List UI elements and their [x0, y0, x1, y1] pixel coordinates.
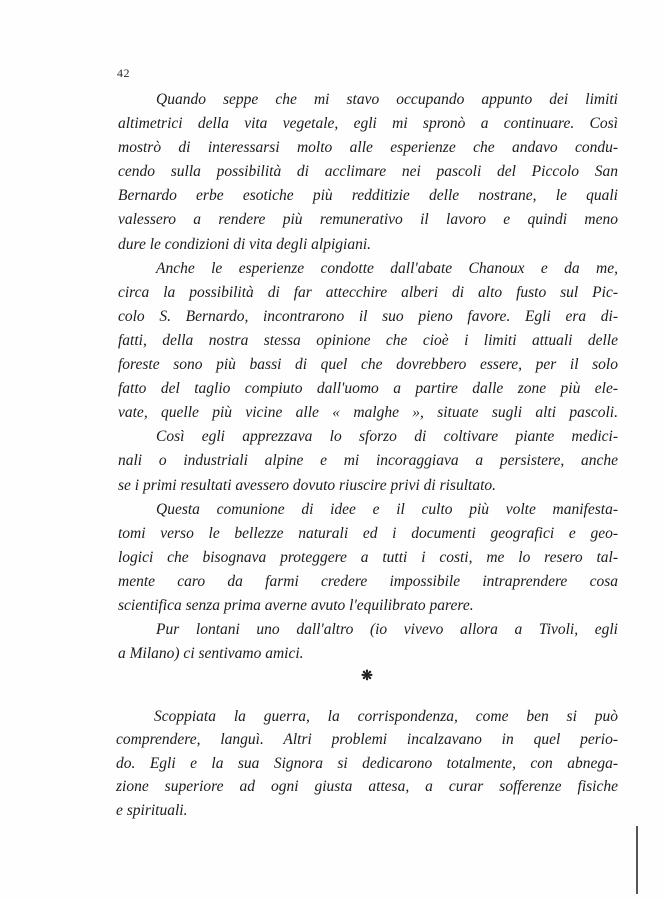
text-line: cendo sulla possibilità di acclimare nei pascoli del Piccolo San	[118, 163, 618, 181]
paragraph-3	[118, 498, 618, 618]
text-line: colo S. Bernardo, incontrarono il suo pieno favore. Egli era di-	[118, 307, 618, 325]
text-line: mostrò di interessarsi molto alle esperienze che andavo condu-	[118, 139, 618, 157]
text-line: altimetrici della vita vegetale, egli mi spronò a continuare. Così	[118, 115, 618, 133]
section-separator-icon: ❋	[361, 669, 373, 684]
text-line: foreste sono più bassi di quel che dovrebbero essere, per il solo	[118, 356, 618, 374]
text-line: Così egli apprezzava lo sforzo di coltivare piante medici-	[156, 428, 618, 446]
text-line: se i primi resultati avessero dovuto riuscire privi di risultato.	[118, 476, 497, 494]
page-number: 42	[117, 66, 130, 80]
paragraph-1	[118, 88, 618, 257]
margin-rule	[636, 826, 638, 894]
text-line: logici che bisognava proteggere a tutti i costi, me lo resero tal-	[118, 548, 618, 566]
text-line: fatto del taglio compiuto dall'uomo a partire dalle zone più ele-	[118, 380, 618, 398]
text-line: a Milano) ci sentivamo amici.	[118, 645, 304, 663]
paragraph-4	[118, 618, 618, 666]
body-text	[118, 88, 618, 666]
text-line: Questa comunione di idee e il culto più volte manifesta-	[156, 500, 618, 518]
text-line: zione superiore ad ogni giusta attesa, a curar sofferenze fisiche	[116, 778, 618, 796]
text-line: Scoppiata la guerra, la corrispondenza, come ben si può	[154, 708, 618, 725]
text-line: fatti, della nostra stessa opinione che cioè i limiti attuali delle	[118, 331, 618, 349]
text-line: nali o industriali alpine e mi incoraggiava a persistere, anche	[118, 452, 618, 470]
text-line: Anche le esperienze condotte dall'abate Chanoux e da me,	[156, 259, 618, 277]
text-line: Pur lontani uno dall'altro (io vivevo allora a Tivoli, egli	[156, 621, 618, 639]
text-line: dure le condizioni di vita degli alpigiani.	[118, 235, 371, 253]
paragraph-2	[118, 257, 618, 498]
text-line: vate, quelle più vicine alle « malghe », situate sugli alti pascoli.	[118, 404, 618, 422]
text-line: comprendere, languì. Altri problemi incalzavano in quel perio-	[116, 731, 618, 749]
text-line: scientifica senza prima averne avuto l'equilibrato parere.	[118, 596, 474, 614]
text-line: mente caro da farmi credere impossibile intraprendere cosa	[118, 572, 618, 590]
text-line: Bernardo erbe esotiche più redditizie delle nostrane, le quali	[118, 187, 618, 205]
text-line: Quando seppe che mi stavo occupando appunto dei limiti	[156, 91, 618, 108]
text-line: do. Egli e la sua Signora si dedicarono totalmente, con abnega-	[116, 754, 618, 772]
text-line: e spirituali.	[116, 801, 188, 819]
text-line: tomi verso le bellezze naturali ed i documenti geografici e geo-	[118, 524, 618, 542]
text-line: circa la possibilità di far attecchire alberi di alto fusto sul Pic-	[118, 283, 618, 301]
closing-paragraph	[116, 705, 618, 822]
text-line: valessero a rendere più remunerativo il lavoro e quindi meno	[118, 211, 618, 229]
